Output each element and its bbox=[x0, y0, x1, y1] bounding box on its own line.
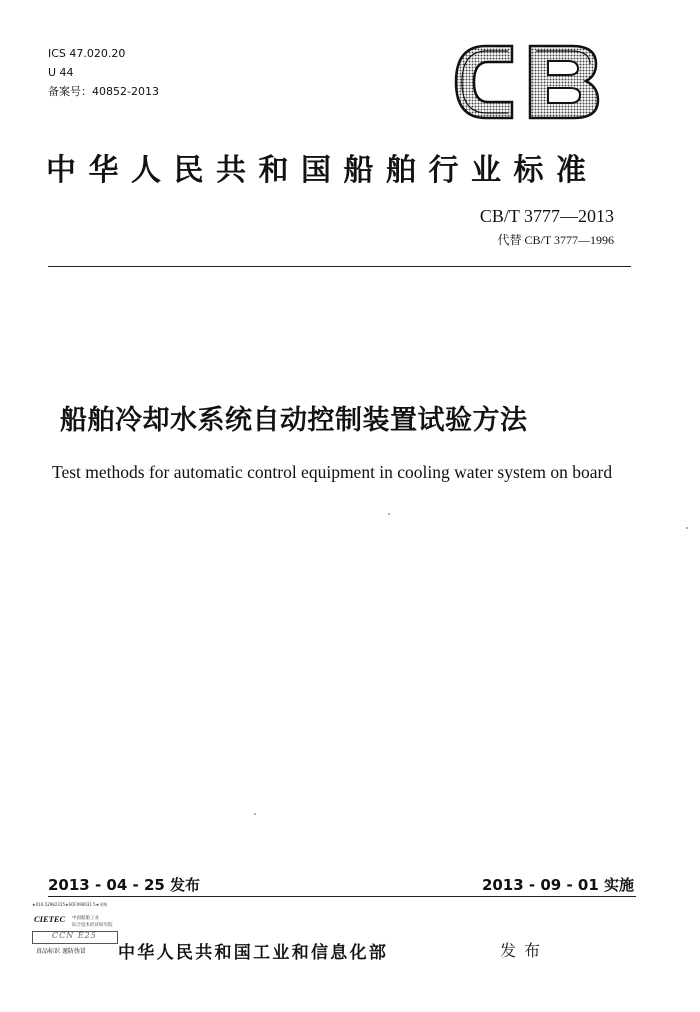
stamp-line-1: 中国船舶工业 bbox=[72, 916, 99, 921]
replaces-standard: 代替 CB/T 3777—1996 bbox=[497, 233, 614, 247]
document-title-en: Test methods for automatic control equipment in cooling water system on board bbox=[52, 462, 613, 482]
stamp-line-2: 综合技术经济研究院 bbox=[72, 923, 113, 928]
ics-code: ICS 47.020.20 bbox=[48, 47, 126, 60]
ccs-code: U 44 bbox=[48, 66, 74, 79]
standard-number: CB/T 3777—2013 bbox=[479, 206, 614, 226]
issuing-authority: 中华人民共和国工业和信息化部 bbox=[118, 943, 389, 963]
speck bbox=[686, 527, 688, 529]
stamp-footer: 真品标识 谨防伪冒 bbox=[36, 948, 86, 955]
implementation-date: 2013 - 09 - 01 实施 bbox=[481, 876, 634, 894]
standard-metadata bbox=[48, 44, 159, 101]
document-title-cn: 船舶冷却水系统自动控制装置试验方法 bbox=[60, 405, 528, 436]
issued-label: 发布 bbox=[500, 941, 549, 960]
speck bbox=[388, 513, 390, 515]
top-divider bbox=[48, 266, 631, 267]
stamp-code: CCN E25 bbox=[52, 931, 97, 940]
speck bbox=[254, 813, 256, 815]
bottom-divider bbox=[48, 896, 636, 897]
cb-standard-logo bbox=[450, 42, 600, 122]
filing-number: 备案号：40852-2013 bbox=[48, 85, 159, 98]
anti-counterfeit-stamp bbox=[32, 902, 118, 960]
stamp-serial: ★010-52982315★SOF096031 5★采购 bbox=[32, 902, 108, 907]
standard-category-title: 中华人民共和国船舶行业标准 bbox=[46, 153, 599, 188]
release-date: 2013 - 04 - 25 发布 bbox=[48, 876, 201, 894]
stamp-brand: CIETEC bbox=[34, 914, 66, 924]
